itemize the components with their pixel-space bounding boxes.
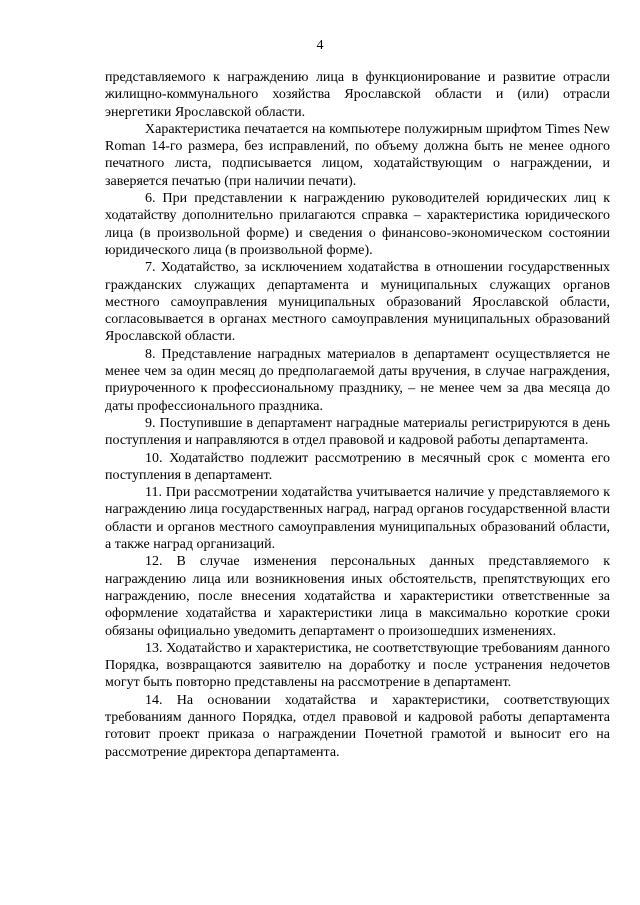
paragraph-item-6: 6. При представлении к награждению руководителей юридических лиц к ходатайству дополнительно прилагаются справка – характеристика юридического лица (в произвольной форме) и сведения о финансово-экономическом состоянии юридического лица (в произвольной форме).: [105, 191, 610, 258]
paragraph-continuation: представляемого к награждению лица в функционирование и развитие отрасли жилищно-коммунального хозяйства Ярославской области и (или) отрасли энергетики Ярославской области.: [105, 70, 610, 120]
paragraph-item-13: 13. Ходатайство и характеристика, не соответствующие требованиям данного Порядка, возвращаются заявителю на доработку и после устранения недочетов могут быть повторно представлены на рассмотрение в департамент.: [105, 640, 610, 691]
paragraph-item-12: 12. В случае изменения персональных данных представляемого к награждению лица или возникновения иных обстоятельств, препятствующих его награждению, после внесения ходатайства и характеристики ответственные за оформление ходатайства и характеристики лица в максимально короткие сроки обязаны официально уведомить департамент о произошедших изменениях.: [105, 554, 610, 639]
paragraph-item-7: 7. Ходатайство, за исключением ходатайства в отношении государственных гражданских служащих департамента и муниципальных служащих органов местного самоуправления муниципальных образований Ярославской области, согласовывается в органах местного самоуправления муниципальных образований Ярославской области.: [105, 260, 610, 345]
paragraph-item-14: 14. На основании ходатайства и характеристики, соответствующих требованиям данного Порядка, отдел правовой и кадровой работы департамента готовит проект приказа о награждении Почетной грамотой и выносит его на рассмотрение директора департамента.: [105, 692, 610, 760]
paragraph-item-11: 11. При рассмотрении ходатайства учитывается наличие у представляемого к награждению лица государственных наград, наград органов государственной власти области и органов местного самоуправления муниципальных образований области, а также наград организаций.: [105, 485, 610, 553]
paragraph-item-8: 8. Представление наградных материалов в департамент осуществляется не менее чем за один месяц до предполагаемой даты вручения, в случае награждения, приуроченного к профессиональному празднику, – не менее чем за два месяца до даты профессионального праздника.: [105, 346, 610, 414]
paragraph-characteristic-format: Характеристика печатается на компьютере полужирным шрифтом Times New Roman 14-го размера, без исправлений, по объему должна быть не менее одного печатного листа, подписывается лицом, ходатайствующим о награждении, и заверяется печатью (при наличии печати).: [105, 121, 610, 189]
page-number: 4: [316, 38, 324, 53]
paragraph-item-10: 10. Ходатайство подлежит рассмотрению в месячный срок с момента его поступления в департамент.: [105, 450, 610, 483]
paragraph-item-9: 9. Поступившие в департамент наградные материалы регистрируются в день поступления и направляются в отдел правовой и кадровой работы департамента.: [105, 415, 610, 449]
document-body: [105, 69, 610, 761]
